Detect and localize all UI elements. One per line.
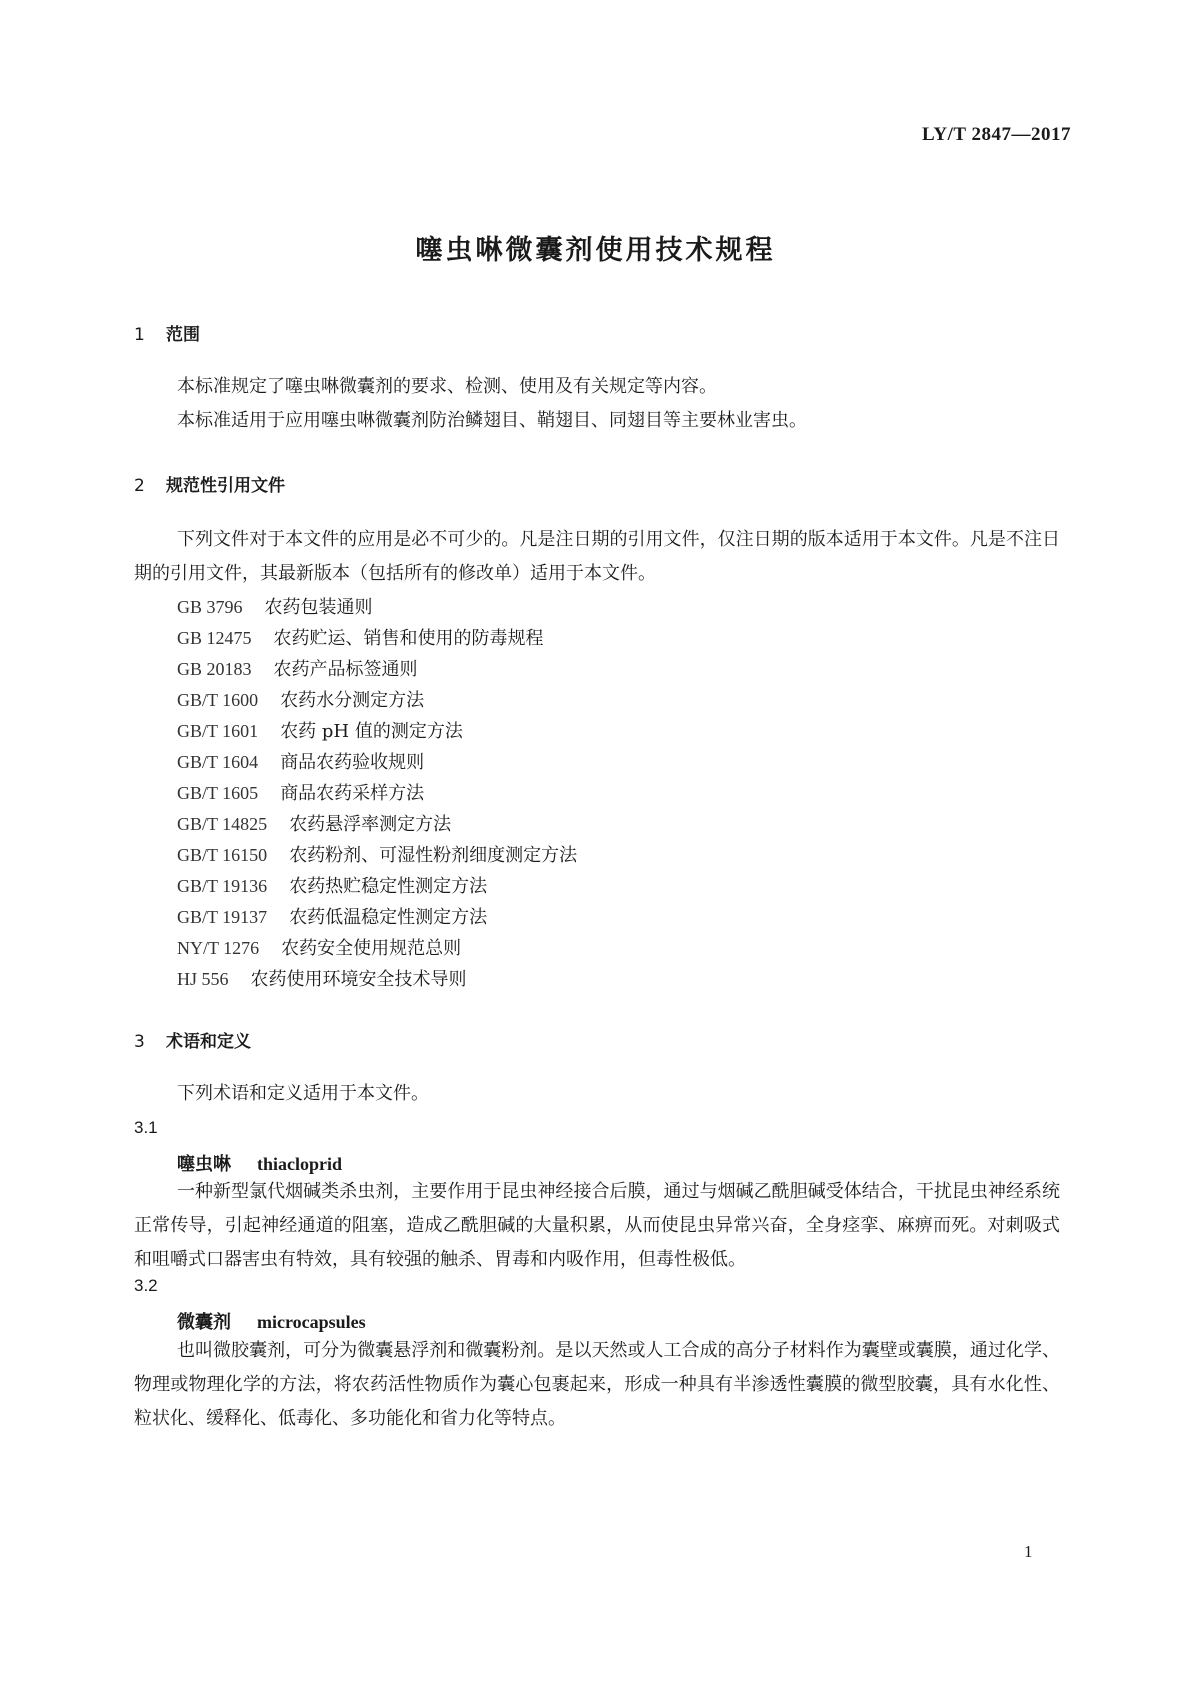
section-1-heading bbox=[134, 320, 200, 345]
reference-code: GB 3796 bbox=[177, 597, 243, 617]
reference-name: 农药贮运、销售和使用的防毒规程 bbox=[273, 628, 544, 649]
reference-code: GB/T 19136 bbox=[177, 876, 268, 896]
reference-item bbox=[177, 810, 451, 836]
reference-name: 农药水分测定方法 bbox=[280, 690, 425, 711]
term-definition: 也叫微胶囊剂，可分为微囊悬浮剂和微囊粉剂。是以天然或人工合成的高分子材料作为囊壁或囊膜，通过化学、物理或物理化学的方法，将农药活性物质作为囊心包裹起来，形成一种具有半渗透性囊膜的微型胶囊，具有水化性、粒状化、缓释化、低毒化、多功能化和省力化等特点。 bbox=[134, 1340, 1060, 1429]
reference-code: NY/T 1276 bbox=[177, 938, 260, 958]
reference-code: GB/T 1600 bbox=[177, 690, 259, 710]
reference-code: GB/T 19137 bbox=[177, 907, 268, 927]
reference-code: GB/T 1604 bbox=[177, 752, 259, 772]
reference-name: 农药悬浮率测定方法 bbox=[289, 814, 452, 835]
reference-item bbox=[177, 903, 487, 929]
reference-item bbox=[177, 779, 424, 805]
term-number: 3.1 bbox=[134, 1118, 158, 1137]
document-code: LY/T 2847—2017 bbox=[921, 124, 1071, 145]
reference-item bbox=[177, 624, 544, 650]
section-title: 术语和定义 bbox=[166, 1032, 251, 1052]
term-english: microcapsules bbox=[257, 1312, 366, 1332]
page-number: 1 bbox=[1024, 1542, 1033, 1561]
reference-code: GB 12475 bbox=[177, 628, 252, 648]
reference-code: GB 20183 bbox=[177, 659, 252, 679]
reference-name: 农药粉剂、可湿性粉剂细度测定方法 bbox=[289, 845, 578, 866]
term-chinese: 噻虫啉 bbox=[177, 1154, 231, 1175]
reference-item bbox=[177, 748, 424, 774]
section-number: 1 bbox=[134, 325, 145, 345]
term-heading bbox=[177, 1308, 366, 1334]
reference-item bbox=[177, 655, 418, 681]
reference-name: 农药热贮稳定性测定方法 bbox=[289, 876, 488, 897]
reference-name: 商品农药采样方法 bbox=[280, 783, 425, 804]
reference-code: HJ 556 bbox=[177, 969, 229, 989]
section-number: 3 bbox=[134, 1032, 145, 1052]
reference-item bbox=[177, 593, 373, 619]
reference-code: GB/T 16150 bbox=[177, 845, 268, 865]
reference-name: 农药安全使用规范总则 bbox=[281, 938, 462, 959]
reference-code: GB/T 14825 bbox=[177, 814, 268, 834]
reference-name: 农药使用环境安全技术导则 bbox=[250, 969, 467, 990]
reference-name: 农药包装通则 bbox=[264, 597, 373, 618]
scope-paragraph-2: 本标准适用于应用噻虫啉微囊剂防治鳞翅目、鞘翅目、同翅目等主要林业害虫。 bbox=[177, 410, 807, 431]
reference-name: 农药 pH 值的测定方法 bbox=[280, 721, 463, 742]
reference-item bbox=[177, 717, 463, 743]
section-title: 范围 bbox=[166, 325, 200, 345]
reference-item bbox=[177, 872, 487, 898]
reference-item bbox=[177, 934, 461, 960]
reference-item bbox=[177, 686, 424, 712]
reference-item bbox=[177, 841, 577, 867]
term-definition: 一种新型氯代烟碱类杀虫剂，主要作用于昆虫神经接合后膜，通过与烟碱乙酰胆碱受体结合，干扰昆虫神经系统正常传导，引起神经通道的阻塞，造成乙酰胆碱的大量积累，从而使昆虫异常兴奋，全身痉挛、麻痹而死。对刺吸式和咀嚼式口器害虫有特效，具有较强的触杀、胃毒和内吸作用，但毒性极低。 bbox=[134, 1181, 1060, 1270]
reference-name: 农药产品标签通则 bbox=[273, 659, 418, 680]
section-number: 2 bbox=[134, 476, 145, 496]
reference-name: 农药低温稳定性测定方法 bbox=[289, 907, 488, 928]
terms-intro: 下列术语和定义适用于本文件。 bbox=[177, 1083, 429, 1104]
reference-item bbox=[177, 965, 467, 991]
reference-name: 商品农药验收规则 bbox=[280, 752, 425, 773]
reference-code: GB/T 1605 bbox=[177, 783, 259, 803]
references-intro: 下列文件对于本文件的应用是必不可少的。凡是注日期的引用文件，仅注日期的版本适用于本文件。凡是不注日期的引用文件，其最新版本（包括所有的修改单）适用于本文件。 bbox=[134, 529, 1060, 584]
term-chinese: 微囊剂 bbox=[177, 1312, 231, 1333]
term-heading bbox=[177, 1150, 342, 1176]
section-2-heading bbox=[134, 471, 285, 496]
reference-code: GB/T 1601 bbox=[177, 721, 259, 741]
scope-paragraph-1: 本标准规定了噻虫啉微囊剂的要求、检测、使用及有关规定等内容。 bbox=[177, 376, 717, 397]
term-english: thiacloprid bbox=[257, 1154, 343, 1174]
document-title: 噻虫啉微囊剂使用技术规程 bbox=[415, 235, 776, 266]
term-number: 3.2 bbox=[134, 1276, 158, 1295]
section-title: 规范性引用文件 bbox=[166, 476, 285, 496]
section-3-heading bbox=[134, 1027, 251, 1052]
